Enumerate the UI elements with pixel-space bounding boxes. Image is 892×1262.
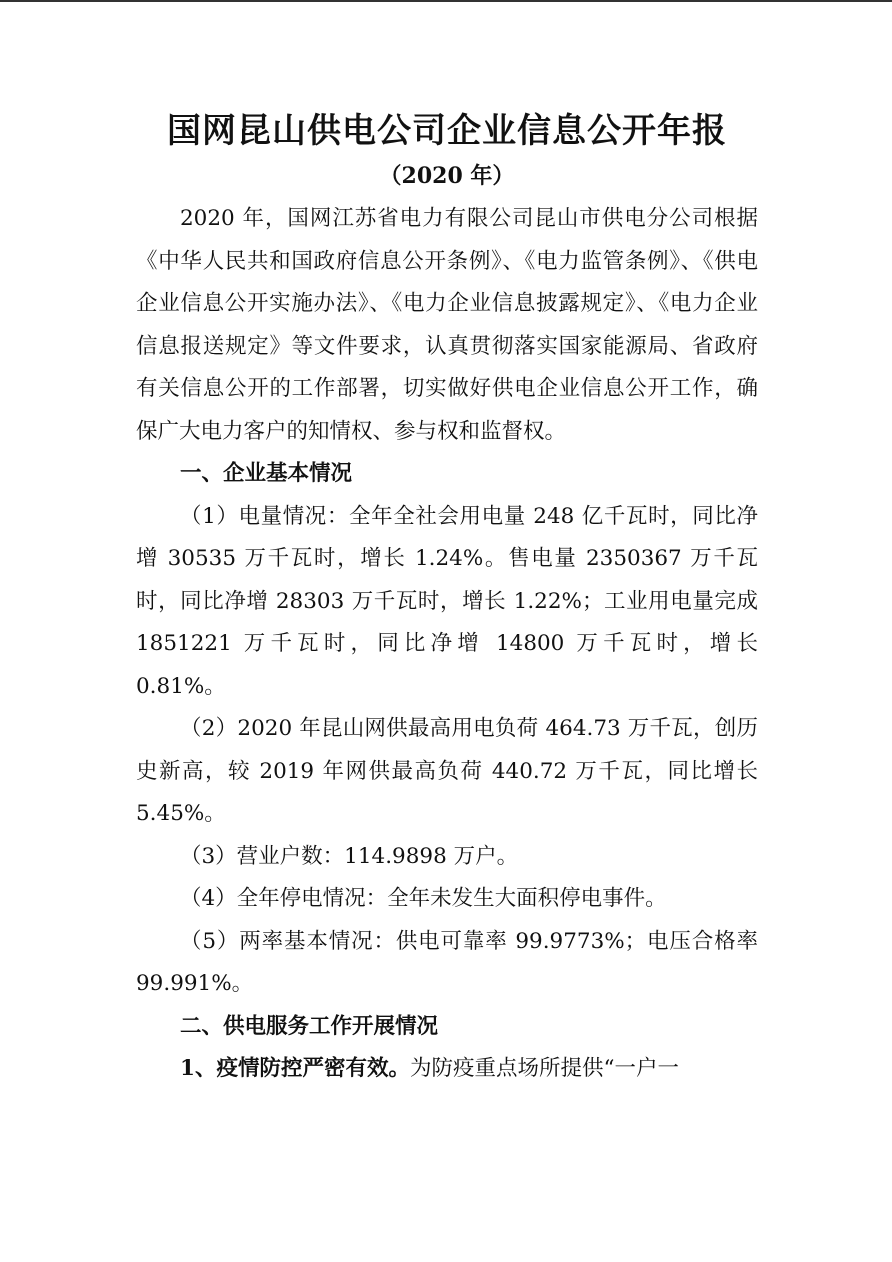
section-heading-service: 二、供电服务工作开展情况 <box>180 1013 439 1039</box>
document-title: 国网昆山供电公司企业信息公开年报 <box>167 111 727 151</box>
document-subtitle: （2020 年） <box>379 163 515 189</box>
item-peak-load: （2）2020 年昆山网供最高用电负荷 464.73 万千瓦，创历史新高，较 2019 年网供最高负荷 440.72 万千瓦，同比增长 5.45%。 <box>136 716 758 826</box>
document-body <box>136 198 758 1091</box>
point-epidemic <box>136 1048 758 1091</box>
item-electricity: （1）电量情况：全年全社会用电量 248 亿千瓦时，同比净增 30535 万千瓦时，增长 1.24%。售电量 2350367 万千瓦时，同比净增 28303 万千瓦时，增长 1.22%；工业用电量完成 1851221 万千瓦时，同比净增 14800 万千瓦时，增长 0.81%。 <box>136 503 758 699</box>
section-heading-basic-info: 一、企业基本情况 <box>180 461 353 486</box>
point-epidemic-text: 为防疫重点场所提供“一户一 <box>409 1056 679 1081</box>
item-customer-count: （3）营业户数：114.9898 万户。 <box>180 843 519 869</box>
item-reliability: （5）两率基本情况：供电可靠率 99.9773%；电压合格率 99.991%。 <box>136 928 758 996</box>
point-epidemic-lead: 1、疫情防控严密有效。 <box>180 1056 410 1081</box>
page-top-border <box>0 0 892 2</box>
intro-paragraph: 2020 年，国网江苏省电力有限公司昆山市供电分公司根据《中华人民共和国政府信息公开条例》、《电力监管条例》、《供电企业信息公开实施办法》、《电力企业信息披露规定》、《电力企业信息报送规定》等文件要求，认真贯彻落实国家能源局、省政府有关信息公开的工作部署，切实做好供电企业信息公开工作，确保广大电力客户的知情权、参与权和监督权。 <box>136 206 758 444</box>
item-outage: （4）全年停电情况：全年未发生大面积停电事件。 <box>180 886 667 911</box>
